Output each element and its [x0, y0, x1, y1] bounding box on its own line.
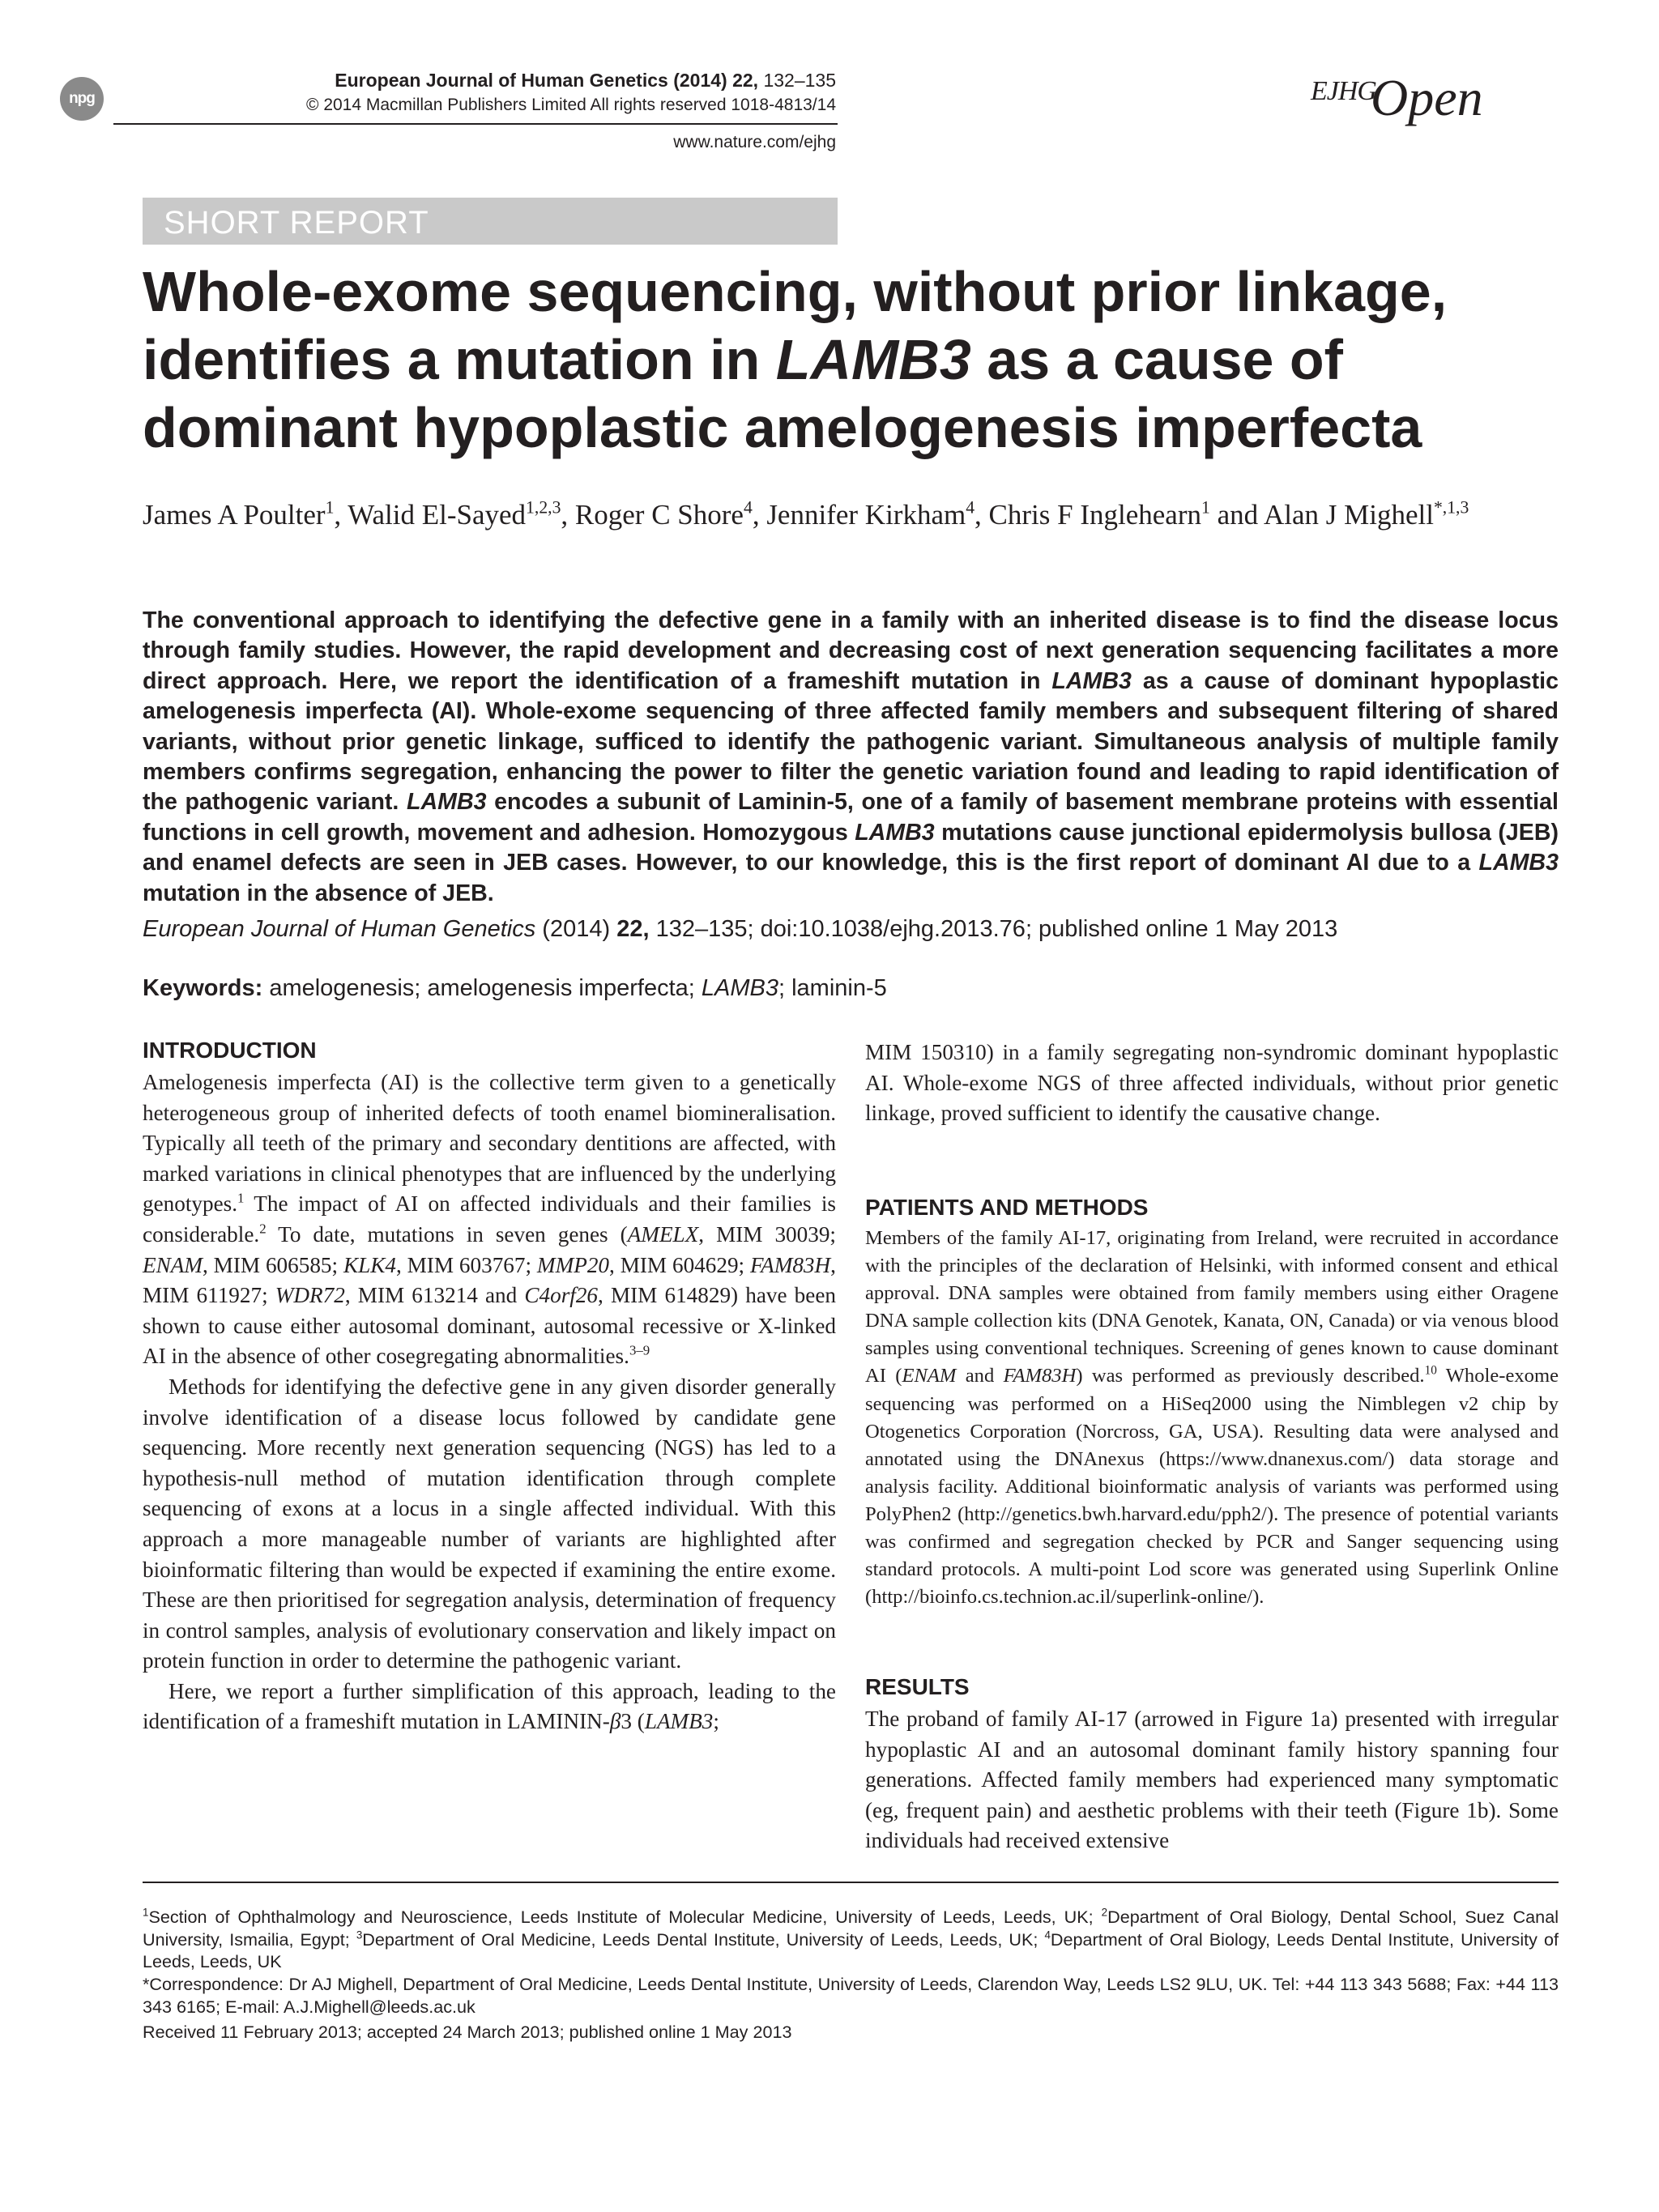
abstract-text: as a cause of dominant hypoplastic amelogenesis imperfecta (AI). Whole-exome sequencing of three affected family members and subsequent filtering of shared variants, without prior genetic linkage, sufficed to identify the pathogenic variant. Simultaneous analysis of multiple family members confirms segregation, enhancing the power to filter the genetic variation found and leading to rapid identification of the pathogenic variant. [143, 667, 1559, 816]
text-run: To date, mutations in seven genes ( [266, 1221, 628, 1247]
methods-paragraph [865, 1225, 1559, 1611]
reference-superscript: 3–9 [629, 1342, 650, 1358]
intro-continuation: MIM 150310) in a family segregating non-syndromic dominant hypoplastic AI. Whole-exome NGS of three affected individuals, without prior genetic linkage, proved sufficient to identify the causative change. [865, 1040, 1559, 1126]
author-list [143, 496, 1568, 535]
author-affiliation: 1,2,3 [526, 497, 561, 518]
left-column [143, 1068, 836, 1737]
copyright-line: © 2014 Macmillan Publishers Limited All rights reserved 1018-4813/14 [306, 96, 836, 114]
keywords-gene: LAMB3 [701, 975, 778, 1001]
author-separator: , [561, 499, 575, 531]
text-run: Members of the family AI-17, originating from Ireland, were recruited in accordance with the principles of the declaration of Helsinki, with informed consent and ethical approval. DNA samples were obtained from family members using either Oragene DNA sample collection kits (DNA Genotek, Kanata, ON, Canada) or via venous blood samples using conventional techniques. Screening of genes known to cause dominant AI ( [865, 1227, 1559, 1387]
text-run: ) was performed as previously described. [1076, 1365, 1425, 1387]
author-affiliation: 1 [1201, 497, 1210, 518]
abstract [143, 606, 1559, 909]
text-run: , MIM 30039; [698, 1221, 836, 1247]
author-name: Alan J Mighell [1263, 499, 1434, 531]
italic-term: MMP20 [536, 1252, 610, 1277]
intro-paragraph-2: Methods for identifying the defective gene in any given disorder generally involve identification of a disease locus followed by candidate gene sequencing. More recently next generation sequencing (NGS) has led to a hypothesis-null method of mutation identification through complete sequencing of exons at a locus in a single affected individual. With this approach a more manageable number of variants are highlighted after bioinformatic filtering than would be expected if examining the entire exome. These are then prioritised for segregation analysis, determination of frequency in control samples, analysis of evolutionary conservation and likely impact on protein function in order to determine the pathogenic variant. [143, 1374, 836, 1673]
text-run: 3 ( [621, 1709, 645, 1734]
journal-reference [292, 70, 836, 92]
author-separator: , [975, 499, 989, 531]
italic-term: AMELX [627, 1221, 699, 1247]
author-name: Jennifer Kirkham [766, 499, 966, 531]
gene-name: LAMB3 [1478, 850, 1559, 876]
gene-name: LAMB3 [1051, 667, 1132, 694]
italic-term: ENAM [143, 1252, 203, 1277]
keywords [143, 973, 1568, 1004]
npg-logo: npg [60, 77, 104, 121]
text-run: Amelogenesis imperfecta (AI) is the collective term given to a genetically heterogeneous group of inherited defects of tooth enamel biomineralisation. Typically all teeth of the primary and secondary dentitions are affected, with marked variations in clinical phenotypes that are influenced by the underlying genotypes. [143, 1070, 836, 1217]
italic-term: LAMB3 [644, 1709, 714, 1734]
italic-term: C4orf26 [524, 1283, 599, 1308]
affiliation-text: Department of Oral Biology, Dental School, Suez Canal University, Ismailia, Egypt; [143, 1907, 1559, 1950]
author-affiliation: 1 [325, 497, 335, 518]
title-gene: LAMB3 [775, 328, 971, 391]
reference-superscript: 1 [237, 1190, 245, 1206]
text-run: , MIM 603767; [395, 1252, 537, 1277]
correspondence-footnote: *Correspondence: Dr AJ Mighell, Department of Oral Medicine, Leeds Dental Institute, University of Leeds, Clarendon Way, Leeds LS2 9LU, UK. Tel: +44 113 343 5688; Fax: +44 113 343 6165; E-mail: A.J.Mighell@leeds.ac.uk [143, 1974, 1559, 2017]
abstract-text: mutation in the absence of JEB. [143, 880, 494, 906]
affiliation-number: 4 [1044, 1929, 1051, 1941]
heading-introduction: INTRODUCTION [143, 1038, 317, 1063]
abstract-text: mutations cause junctional epidermolysis bullosa (JEB) and enamel defects are seen in JEB cases. However, to our knowledge, this is the first report of dominant AI due to a [143, 819, 1559, 876]
text-run: , MIM 606585; [203, 1252, 343, 1277]
affiliations-footnote [143, 1906, 1559, 1973]
citation-volume: 22, [616, 916, 650, 942]
journal-name: European Journal of Human Genetics (2014) 22, [335, 70, 759, 91]
italic-term: β [609, 1709, 621, 1734]
open-logo-text: Open [1371, 69, 1483, 126]
text-run: , MIM 611927; [143, 1252, 836, 1308]
affiliation-text: Department of Oral Medicine, Leeds Dental Institute, University of Leeds, Leeds, UK; [362, 1929, 1045, 1950]
text-run: , MIM 604629; [609, 1252, 750, 1277]
text-run: The impact of AI on affected individuals and their families is considerable. [143, 1191, 836, 1247]
text-run: Whole-exome sequencing was performed on a HiSeq2000 using the Nimblegen v2 chip by Otogenetics Corporation (Norcross, GA, USA). Resulting data were analysed and annotated using the DNAnexus (https://www.dnanexus.com/) data storage and analysis facility. Additional bioinformatic analysis of variants was performed using PolyPhen2 (http://genetics.bwh.harvard.edu/pph2/). The presence of potential variants was confirmed and segregation checked by PCR and Sanger sequencing using standard protocols. A multi-point Lod score was generated using Superlink Online (http://bioinfo.cs.technion.ac.il/superlink-online/). [865, 1365, 1559, 1609]
heading-patients-methods: PATIENTS AND METHODS [865, 1195, 1149, 1220]
page-range: 132–135 [763, 70, 836, 91]
footnote-rule [143, 1882, 1559, 1883]
italic-term: ENAM [902, 1365, 957, 1387]
italic-term: KLK4 [343, 1252, 396, 1277]
gene-name: LAMB3 [855, 819, 935, 846]
author-affiliation: *,1,3 [1433, 497, 1469, 518]
affiliation-text: Department of Oral Biology, Leeds Dental Institute, University of Leeds, Leeds, UK [143, 1929, 1559, 1972]
abstract-text: The conventional approach to identifying the defective gene in a family with an inherited disease is to find the disease locus through family studies. However, the rapid development and decreasing cost of next generation sequencing facilitates a more direct approach. Here, we report the identification of a frameshift mutation in [143, 607, 1559, 694]
reference-superscript: 10 [1424, 1364, 1437, 1379]
affiliation-number: 2 [1101, 1906, 1108, 1919]
text-run: and [956, 1365, 1004, 1387]
ejhg-logo-text: EJHG [1311, 76, 1376, 106]
author-separator: , [752, 499, 767, 531]
author-affiliation: 4 [966, 497, 975, 518]
italic-term: FAM83H [1003, 1365, 1077, 1387]
results-paragraph: The proband of family AI-17 (arrowed in Figure 1a) presented with irregular hypoplastic AI and an autosomal dominant family history spanning four generations. Affected family members had experienced many symptomatic (eg, frequent pain) and aesthetic problems with their teeth (Figure 1b). Some individuals had received extensive [865, 1707, 1559, 1853]
author-name: Walid El-Sayed [348, 499, 527, 531]
reference-superscript: 2 [259, 1221, 267, 1237]
affiliation-number: 1 [143, 1906, 149, 1919]
keywords-label: Keywords: [143, 975, 263, 1001]
gene-name: LAMB3 [407, 789, 487, 816]
citation-journal: European Journal of Human Genetics [143, 916, 536, 942]
affiliation-text: Section of Ophthalmology and Neuroscience, Leeds Institute of Molecular Medicine, University of Leeds, Leeds, UK; [148, 1907, 1102, 1927]
received-dates: Received 11 February 2013; accepted 24 March 2013; published online 1 May 2013 [143, 2022, 792, 2042]
heading-results: RESULTS [865, 1674, 970, 1699]
keywords-text: amelogenesis; amelogenesis imperfecta; [262, 975, 702, 1001]
author-name: James A Poulter [143, 499, 326, 531]
affiliation-number: 3 [356, 1929, 363, 1941]
article-type-banner [143, 198, 838, 245]
text-run: Here, we report a further simplification of this approach, leading to the identification of a frameshift mutation in LAMININ- [143, 1678, 836, 1734]
text-run: , MIM 613214 and [344, 1283, 525, 1308]
author-name: Roger C Shore [574, 499, 744, 531]
title-part: Whole-exome sequencing, without prior linkage, identifies a mutation in [143, 260, 1448, 391]
journal-website-link[interactable]: www.nature.com/ejhg [673, 133, 836, 151]
text-run: ; [713, 1709, 719, 1734]
ejhg-open-logo [1278, 58, 1554, 128]
author-separator: , [334, 499, 348, 531]
citation [143, 914, 1568, 944]
header-rule [113, 123, 838, 125]
citation-doi: 132–135; doi:10.1038/ejhg.2013.76; published online 1 May 2013 [649, 916, 1338, 942]
italic-term: WDR72 [275, 1283, 345, 1308]
text-run: , MIM 614829) have been shown to cause either autosomal dominant, autosomal recessive or X-linked AI in the absence of other cosegregating abnormalities. [143, 1283, 836, 1369]
title-part: as a cause of dominant hypoplastic amelogenesis imperfecta [143, 328, 1422, 459]
article-title [143, 258, 1568, 462]
intro-paragraph-1 [143, 1068, 836, 1372]
citation-year: (2014) [535, 916, 617, 942]
author-affiliation: 4 [743, 497, 753, 518]
intro-paragraph-3 [143, 1677, 836, 1737]
author-separator: and [1209, 499, 1264, 531]
author-name: Chris F Inglehearn [988, 499, 1201, 531]
keywords-text: ; laminin-5 [778, 975, 887, 1001]
italic-term: FAM83H [749, 1252, 831, 1277]
article-type: SHORT REPORT [164, 205, 429, 241]
abstract-text: encodes a subunit of Laminin-5, one of a family of basement membrane proteins with essential functions in cell growth, movement and adhesion. Homozygous [143, 789, 1559, 846]
